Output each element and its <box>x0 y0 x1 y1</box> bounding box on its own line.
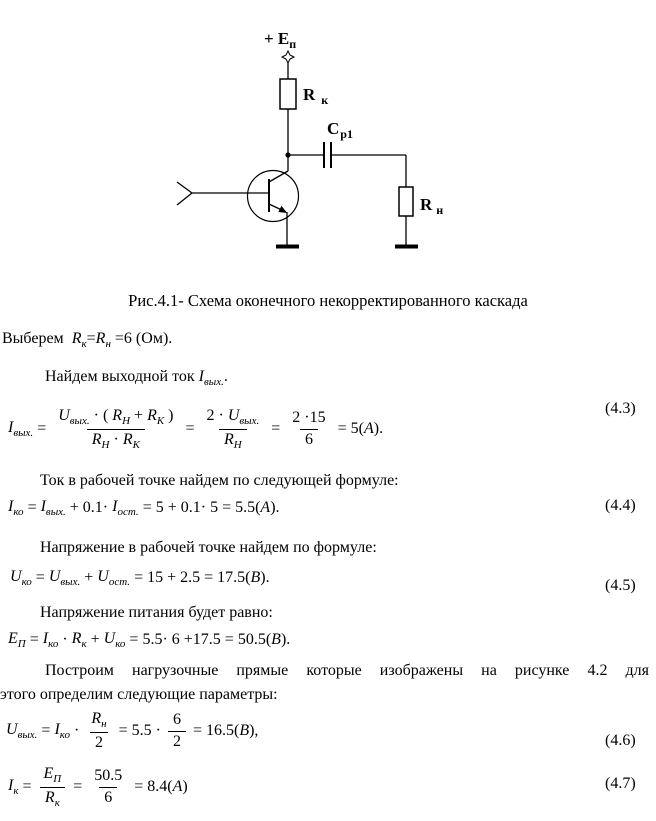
eq-number-4-7: (4.7) <box>605 775 636 792</box>
power-terminal-icon <box>282 51 294 63</box>
cap-label: $C_{р1}$ <box>327 119 353 141</box>
line-tok: Ток в рабочей точке найдем по следующей формуле: <box>40 472 399 489</box>
rk-label: R $_к$ <box>303 85 329 107</box>
formula-ep: $E_П$ = $I_{ко}$ · $R_к$ + $U_{ко}$ = 5.5· 6 +17.5 = 50.5( В ). <box>8 629 291 651</box>
circuit-diagram <box>0 0 656 275</box>
rn-label: R $_н$ <box>420 195 444 217</box>
capacitor-cp1 <box>324 142 331 168</box>
paragraph-line-1: Построим нагрузочные прямые которые изображены на рисунке 4.2 для <box>45 662 649 679</box>
figure-caption: Рис.4.1- Схема оконечного некорректированного каскада <box>128 291 528 310</box>
line-vyberem: Выберем $R_к=R_н =6$ (Ом). <box>2 330 173 351</box>
line-naidem: Найдем выходной ток $I_{вых.}$. <box>45 368 228 389</box>
eq-number-4-6: (4.6) <box>605 732 636 749</box>
formula-4-6: $U_{вых.}$ = $I_{ко}$ · $\frac{R_н}{2}$ = 5.5 · $\frac{6}{2}$ = 16.5( В ), <box>6 709 259 752</box>
line-napr-pit: Напряжение питания будет равно: <box>40 604 273 621</box>
eq-number-4-5: (4.5) <box>605 577 636 594</box>
eq-number-4-4: (4.4) <box>605 497 636 514</box>
resistor-rk <box>280 79 296 109</box>
paragraph-line-2: этого определим следующие параметры: <box>0 686 278 703</box>
input-arrow-icon <box>177 182 192 205</box>
formula-4-7: $I_к$ = $\frac{E_П}{R_к}$ = $\frac{50.5}{6}$ = 8.4( А ) <box>8 764 188 810</box>
resistor-rn <box>399 187 413 216</box>
transistor <box>192 171 299 222</box>
power-label: + $E_п$ <box>264 29 297 51</box>
formula-4-4: $I_{ко}$ = $I_{вых.}$ + 0.1· $I_{ост.}$ = 5 + 0.1· 5 = 5.5( А ). <box>8 497 280 519</box>
formula-4-3: $I_{вых.}$ = $\frac{U_{вых.} \cdot ( R_Н + R_К )}{R_Н \cdot R_К}$ = $\frac{2 \cdot U_{вых.}}{R_Н}$ = $\frac{2 \cdot 15}{6}$ = 5( А ). <box>8 406 384 452</box>
formula-4-5: $U_{ко}$ = $U_{вых.}$ + $U_{ост.}$ = 15 + 2.5 = 17.5( В ). <box>10 567 270 589</box>
eq-number-4-3: (4.3) <box>605 400 636 417</box>
line-napr-rab: Напряжение в рабочей точке найдем по формуле: <box>40 539 377 556</box>
